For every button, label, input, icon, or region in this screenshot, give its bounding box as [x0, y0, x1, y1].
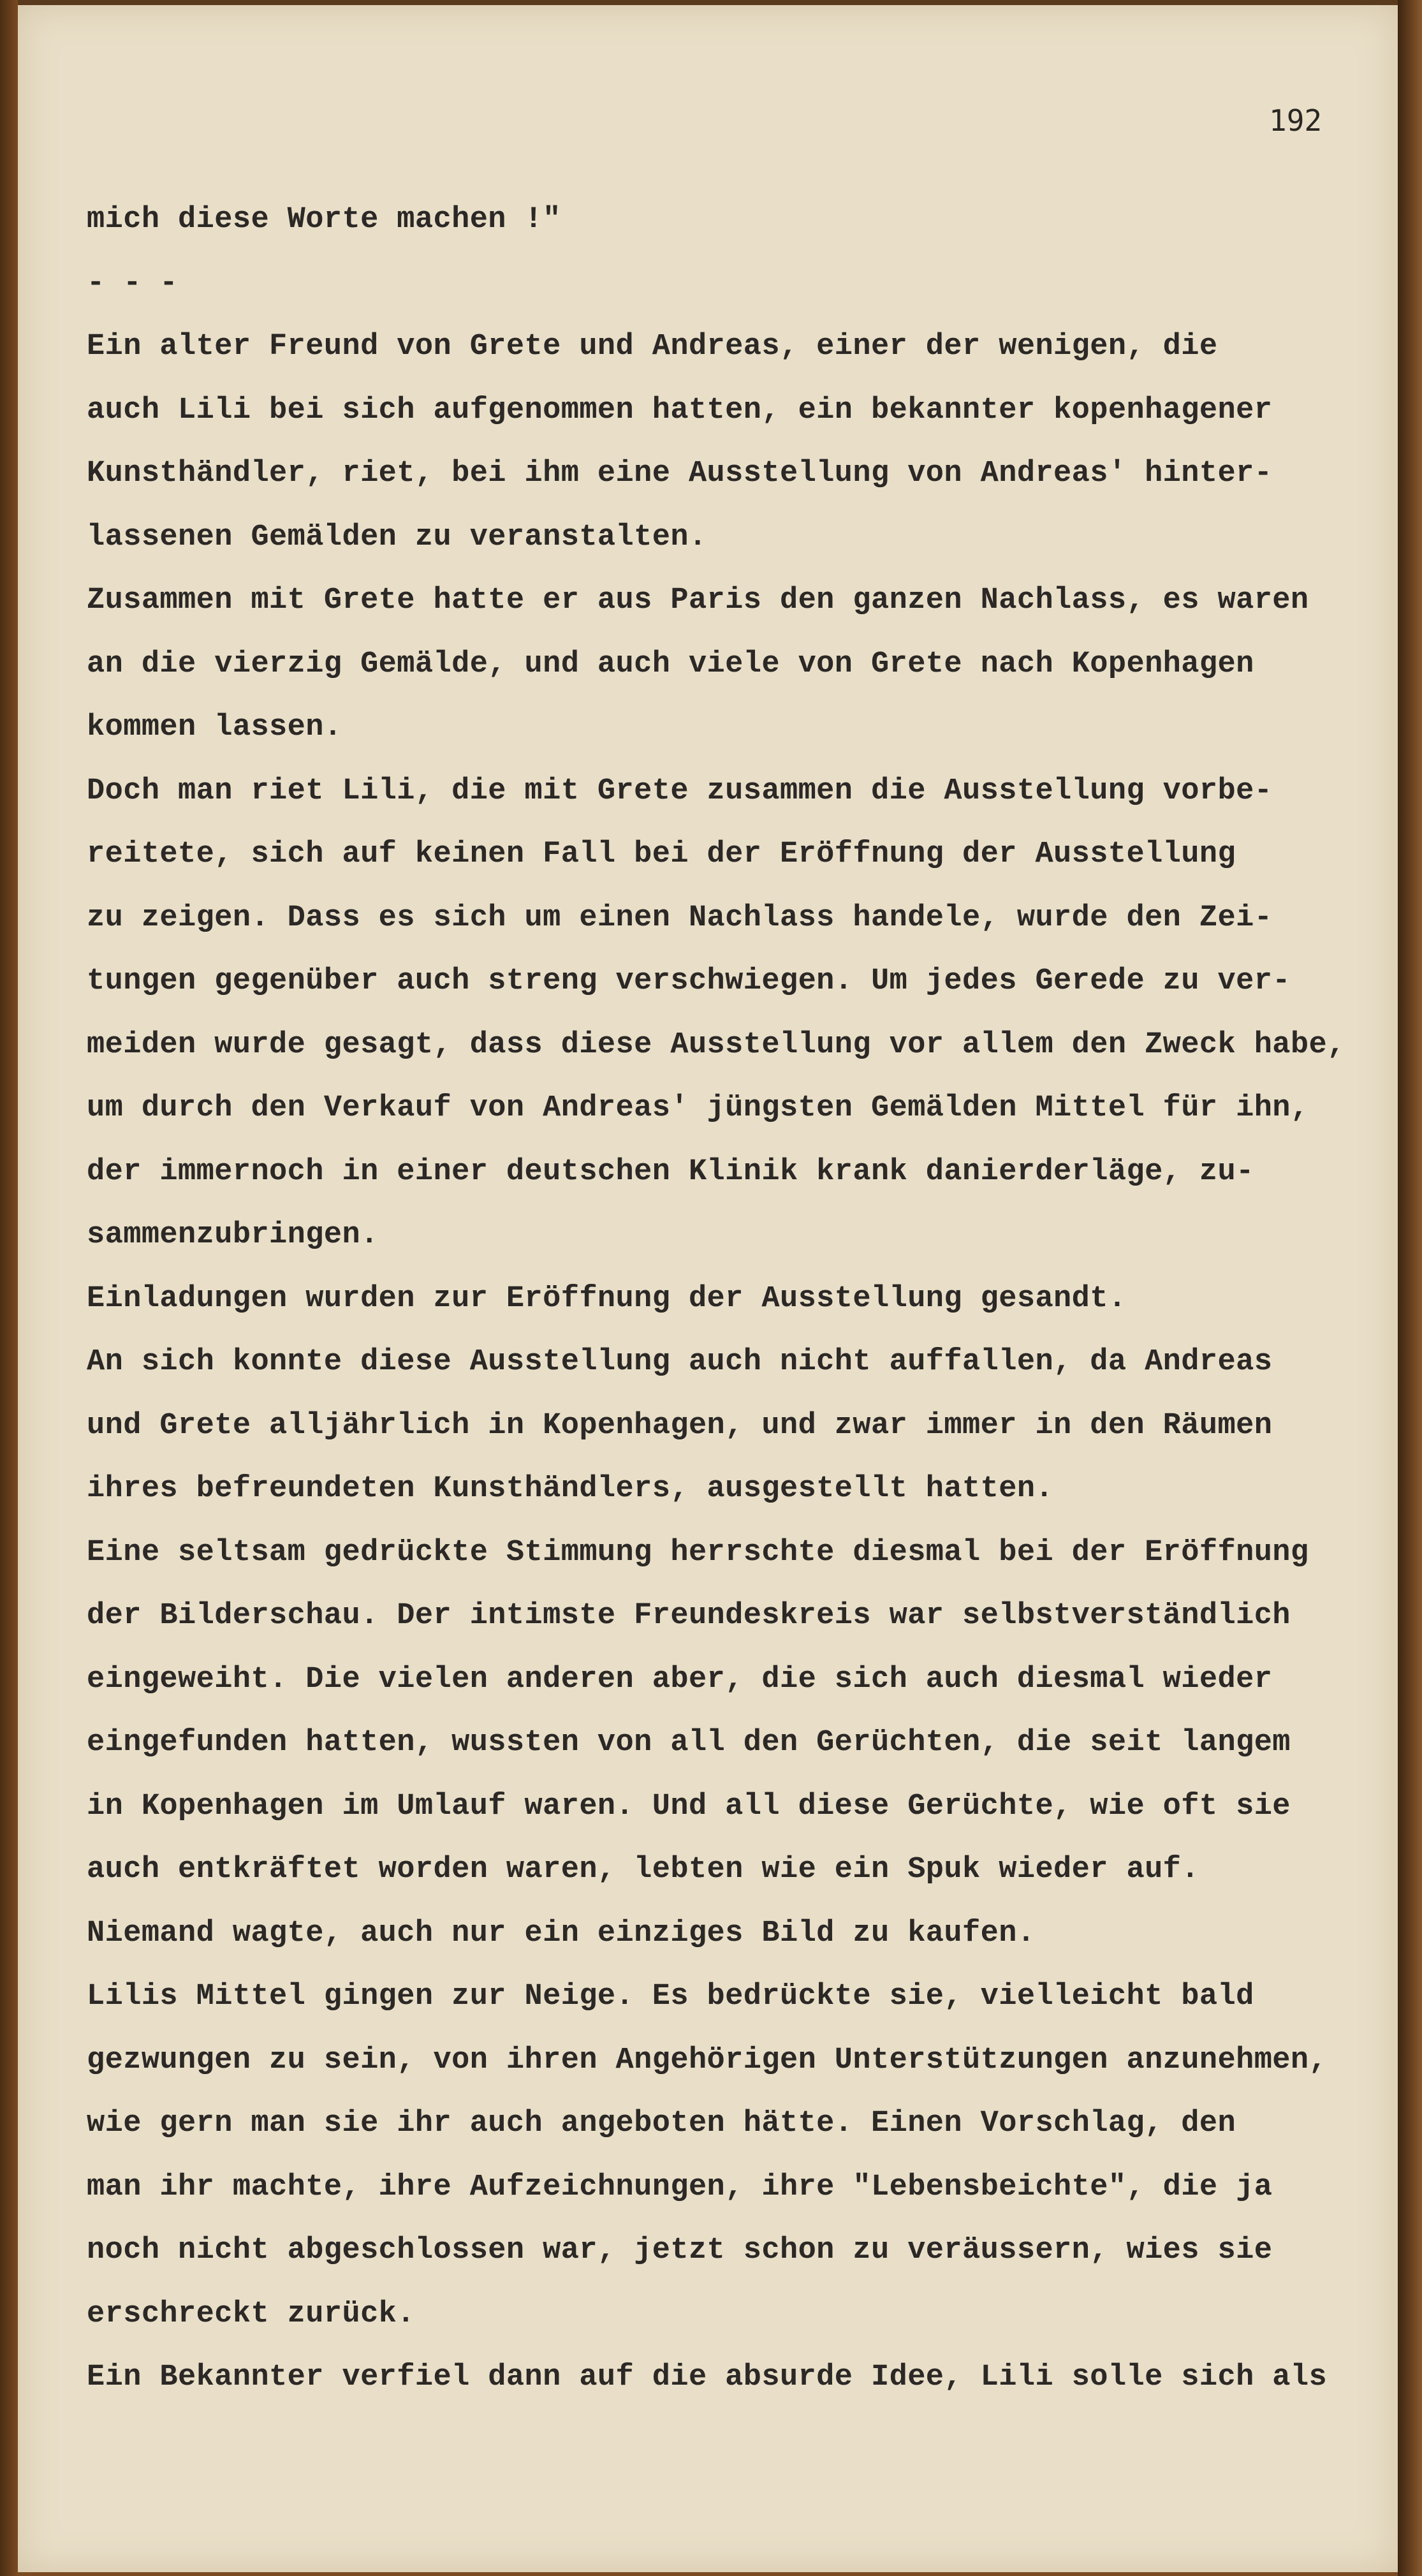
text-line: zu zeigen. Dass es sich um einen Nachlass handele, wurde den Zei-: [87, 901, 1273, 935]
text-line: tungen gegenüber auch streng verschwiegen. Um jedes Gerede zu ver-: [87, 964, 1291, 998]
text-line: lassenen Gemälden zu veranstalten.: [87, 520, 707, 554]
body-text: [87, 188, 1381, 2410]
scan-top-edge: [0, 0, 1422, 5]
text-line: an die vierzig Gemälde, und auch viele von Grete nach Kopenhagen: [87, 647, 1254, 681]
text-line: gezwungen zu sein, von ihren Angehörigen Unterstützungen anzunehmen,: [87, 2043, 1328, 2077]
text-line: ihres befreundeten Kunsthändlers, ausgestellt hatten.: [87, 1472, 1054, 1506]
text-line: Niemand wagte, auch nur ein einziges Bild zu kaufen.: [87, 1916, 1036, 1950]
text-line: sammenzubringen.: [87, 1218, 379, 1252]
text-line: erschreckt zurück.: [87, 2297, 415, 2331]
text-line: meiden wurde gesagt, dass diese Ausstellung vor allem den Zweck habe,: [87, 1027, 1345, 1062]
scan-left-edge: [0, 0, 18, 2576]
text-line: mich diese Worte machen !": [87, 203, 561, 237]
text-line: Lilis Mittel gingen zur Neige. Es bedrückte sie, vielleicht bald: [87, 1980, 1254, 2013]
text-line: Zusammen mit Grete hatte er aus Paris den ganzen Nachlass, es waren: [87, 584, 1309, 617]
text-line: Doch man riet Lili, die mit Grete zusammen die Ausstellung vorbe-: [87, 774, 1273, 808]
section-separator: - - -: [87, 266, 179, 300]
scan-right-edge: [1398, 0, 1422, 2576]
text-line: Ein alter Freund von Grete und Andreas, einer der wenigen, die: [87, 330, 1218, 364]
text-line: noch nicht abgeschlossen war, jetzt schon zu veräussern, wies sie: [87, 2234, 1273, 2267]
text-line: Eine seltsam gedrückte Stimmung herrschte diesmal bei der Eröffnung: [87, 1535, 1309, 1570]
text-line: Einladungen wurden zur Eröffnung der Ausstellung gesandt.: [87, 1281, 1127, 1316]
text-line: der Bilderschau. Der intimste Freundeskreis war selbstverständlich: [87, 1599, 1291, 1633]
text-line: Ein Bekannter verfiel dann auf die absurde Idee, Lili solle sich als: [87, 2360, 1328, 2394]
text-line: eingefunden hatten, wussten von all den Gerüchten, die seit langem: [87, 1726, 1291, 1760]
text-line: Kunsthändler, riet, bei ihm eine Ausstellung von Andreas' hinter-: [87, 457, 1273, 490]
text-line: An sich konnte diese Ausstellung auch nicht auffallen, da Andreas: [87, 1345, 1273, 1379]
text-line: in Kopenhagen im Umlauf waren. Und all diese Gerüchte, wie oft sie: [87, 1789, 1291, 1823]
text-line: um durch den Verkauf von Andreas' jüngsten Gemälden Mittel für ihn,: [87, 1091, 1309, 1125]
text-line: auch Lili bei sich aufgenommen hatten, ein bekannter kopenhagener: [87, 393, 1273, 427]
text-line: und Grete alljährlich in Kopenhagen, und zwar immer in den Räumen: [87, 1408, 1273, 1443]
text-line: reitete, sich auf keinen Fall bei der Eröffnung der Ausstellung: [87, 837, 1236, 871]
text-line: eingeweiht. Die vielen anderen aber, die sich auch diesmal wieder: [87, 1662, 1273, 1696]
text-line: kommen lassen.: [87, 710, 342, 744]
page-number: 192: [1269, 103, 1323, 138]
text-line: der immernoch in einer deutschen Klinik krank danierderläge, zu-: [87, 1154, 1254, 1189]
text-line: auch entkräftet worden waren, lebten wie ein Spuk wieder auf.: [87, 1853, 1199, 1887]
text-line: wie gern man sie ihr auch angeboten hätte. Einen Vorschlag, den: [87, 2107, 1236, 2140]
text-line: man ihr machte, ihre Aufzeichnungen, ihre "Lebensbeichte", die ja: [87, 2170, 1273, 2204]
